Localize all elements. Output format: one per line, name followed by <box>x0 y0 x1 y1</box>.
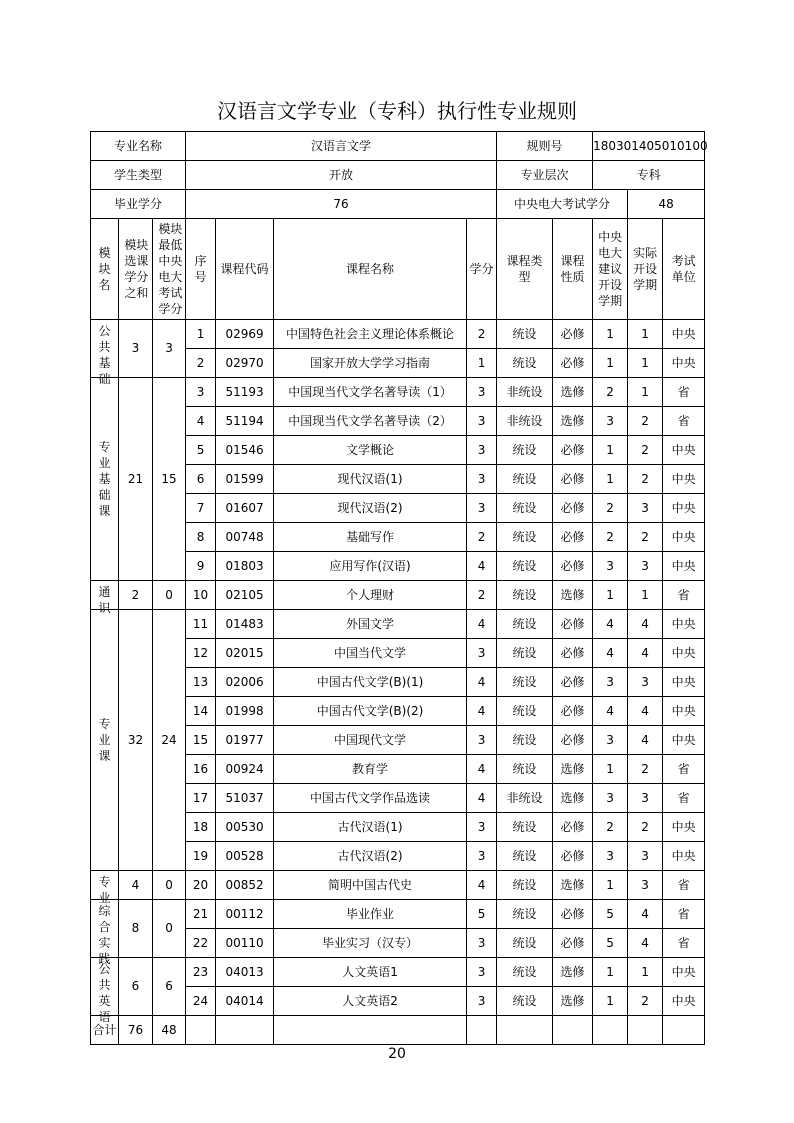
course-name: 简明中国古代史 <box>274 871 467 900</box>
course-type: 统设 <box>497 726 553 755</box>
header-course-name: 课程名称 <box>274 219 467 320</box>
course-at: 2 <box>628 407 663 436</box>
course-row <box>91 958 705 987</box>
course-name: 中国古代文学(B)(1) <box>274 668 467 697</box>
course-at: 4 <box>628 929 663 958</box>
course-unit: 中央 <box>663 987 705 1016</box>
course-credit: 4 <box>467 755 497 784</box>
course-nature: 必修 <box>553 552 593 581</box>
course-ct: 5 <box>593 900 628 929</box>
course-name: 中国特色社会主义理论体系概论 <box>274 320 467 349</box>
course-type: 统设 <box>497 900 553 929</box>
module-name: 通识 <box>91 581 119 610</box>
course-at: 4 <box>628 697 663 726</box>
course-at: 1 <box>628 378 663 407</box>
course-credit: 5 <box>467 900 497 929</box>
course-name: 现代汉语(2) <box>274 494 467 523</box>
course-ct: 1 <box>593 871 628 900</box>
empty-cell <box>216 1016 274 1045</box>
course-code: 00110 <box>216 929 274 958</box>
page-number: 20 <box>388 1046 406 1062</box>
course-nature: 必修 <box>553 349 593 378</box>
course-credit: 4 <box>467 552 497 581</box>
course-nature: 必修 <box>553 668 593 697</box>
course-unit: 中央 <box>663 349 705 378</box>
rule-no: 180301405010100 <box>593 132 705 161</box>
module-name: 公共基础 <box>91 320 119 378</box>
grad-credits: 76 <box>186 190 497 219</box>
course-unit: 省 <box>663 900 705 929</box>
course-seq: 19 <box>186 842 216 871</box>
course-seq: 4 <box>186 407 216 436</box>
course-name: 毕业实习（汉专） <box>274 929 467 958</box>
major-name-label: 专业名称 <box>91 132 186 161</box>
course-name: 古代汉语(1) <box>274 813 467 842</box>
course-type: 非统设 <box>497 784 553 813</box>
course-type: 统设 <box>497 465 553 494</box>
course-ct: 1 <box>593 349 628 378</box>
course-ct: 2 <box>593 523 628 552</box>
course-seq: 22 <box>186 929 216 958</box>
course-at: 4 <box>628 726 663 755</box>
course-seq: 18 <box>186 813 216 842</box>
course-name: 中国现当代文学名著导读（1） <box>274 378 467 407</box>
course-ct: 1 <box>593 320 628 349</box>
course-seq: 16 <box>186 755 216 784</box>
course-credit: 4 <box>467 871 497 900</box>
course-credit: 2 <box>467 523 497 552</box>
course-seq: 24 <box>186 987 216 1016</box>
course-at: 3 <box>628 494 663 523</box>
course-credit: 1 <box>467 349 497 378</box>
course-unit: 省 <box>663 581 705 610</box>
course-name: 中国古代文学作品选读 <box>274 784 467 813</box>
course-code: 00748 <box>216 523 274 552</box>
course-unit: 中央 <box>663 610 705 639</box>
module-min: 0 <box>153 871 186 900</box>
course-nature: 必修 <box>553 436 593 465</box>
course-nature: 选修 <box>553 958 593 987</box>
course-unit: 中央 <box>663 842 705 871</box>
course-seq: 21 <box>186 900 216 929</box>
course-type: 统设 <box>497 929 553 958</box>
header-central-term: 中央电大建议开设学期 <box>593 219 628 320</box>
course-code: 51193 <box>216 378 274 407</box>
course-nature: 必修 <box>553 494 593 523</box>
course-type: 统设 <box>497 813 553 842</box>
course-ct: 3 <box>593 552 628 581</box>
course-credit: 3 <box>467 987 497 1016</box>
course-seq: 1 <box>186 320 216 349</box>
course-nature: 选修 <box>553 378 593 407</box>
course-seq: 5 <box>186 436 216 465</box>
course-code: 01483 <box>216 610 274 639</box>
course-row <box>91 581 705 610</box>
course-name: 个人理财 <box>274 581 467 610</box>
course-nature: 必修 <box>553 523 593 552</box>
course-ct: 5 <box>593 929 628 958</box>
empty-cell <box>628 1016 663 1045</box>
course-at: 3 <box>628 668 663 697</box>
course-nature: 必修 <box>553 610 593 639</box>
total-min: 48 <box>153 1016 186 1045</box>
course-name: 基础写作 <box>274 523 467 552</box>
course-nature: 必修 <box>553 813 593 842</box>
course-name: 国家开放大学学习指南 <box>274 349 467 378</box>
course-at: 2 <box>628 465 663 494</box>
course-name: 古代汉语(2) <box>274 842 467 871</box>
course-ct: 1 <box>593 987 628 1016</box>
course-code: 00528 <box>216 842 274 871</box>
header-exam-unit: 考试单位 <box>663 219 705 320</box>
course-name: 人文英语1 <box>274 958 467 987</box>
course-credit: 4 <box>467 610 497 639</box>
course-credit: 3 <box>467 842 497 871</box>
course-type: 统设 <box>497 958 553 987</box>
course-nature: 必修 <box>553 465 593 494</box>
course-unit: 中央 <box>663 697 705 726</box>
header-nature: 课程性质 <box>553 219 593 320</box>
course-code: 01803 <box>216 552 274 581</box>
course-code: 01998 <box>216 697 274 726</box>
rule-table <box>90 131 708 1045</box>
course-seq: 7 <box>186 494 216 523</box>
course-seq: 11 <box>186 610 216 639</box>
course-ct: 3 <box>593 407 628 436</box>
course-row <box>91 871 705 900</box>
course-unit: 省 <box>663 929 705 958</box>
course-unit: 中央 <box>663 494 705 523</box>
course-at: 4 <box>628 639 663 668</box>
course-ct: 4 <box>593 639 628 668</box>
course-seq: 13 <box>186 668 216 697</box>
course-type: 统设 <box>497 842 553 871</box>
major-name: 汉语言文学 <box>186 132 497 161</box>
course-code: 04014 <box>216 987 274 1016</box>
empty-cell <box>186 1016 216 1045</box>
course-row <box>91 378 705 407</box>
rule-no-label: 规则号 <box>497 132 593 161</box>
empty-cell <box>274 1016 467 1045</box>
student-type-label: 学生类型 <box>91 161 186 190</box>
course-credit: 3 <box>467 639 497 668</box>
module-name: 专业基础课 <box>91 378 119 581</box>
course-nature: 选修 <box>553 784 593 813</box>
module-name: 专业课 <box>91 610 119 871</box>
module-min: 15 <box>153 378 186 581</box>
course-type: 统设 <box>497 349 553 378</box>
course-credit: 2 <box>467 581 497 610</box>
course-ct: 2 <box>593 378 628 407</box>
course-ct: 1 <box>593 581 628 610</box>
course-credit: 3 <box>467 436 497 465</box>
module-name: 专业 <box>91 871 119 900</box>
course-name: 文学概论 <box>274 436 467 465</box>
course-credit: 3 <box>467 407 497 436</box>
course-name: 现代汉语(1) <box>274 465 467 494</box>
course-ct: 4 <box>593 697 628 726</box>
course-unit: 中央 <box>663 668 705 697</box>
course-credit: 3 <box>467 813 497 842</box>
course-credit: 3 <box>467 494 497 523</box>
course-at: 3 <box>628 784 663 813</box>
course-ct: 3 <box>593 726 628 755</box>
module-min: 0 <box>153 581 186 610</box>
course-type: 统设 <box>497 697 553 726</box>
course-at: 1 <box>628 581 663 610</box>
course-code: 02970 <box>216 349 274 378</box>
course-credit: 3 <box>467 929 497 958</box>
course-unit: 中央 <box>663 958 705 987</box>
central-credits-label: 中央电大考试学分 <box>497 190 628 219</box>
course-unit: 中央 <box>663 465 705 494</box>
course-at: 1 <box>628 958 663 987</box>
course-type: 统设 <box>497 871 553 900</box>
course-at: 2 <box>628 755 663 784</box>
course-credit: 3 <box>467 378 497 407</box>
course-at: 2 <box>628 813 663 842</box>
module-min: 3 <box>153 320 186 378</box>
course-at: 3 <box>628 871 663 900</box>
module-sum: 21 <box>119 378 153 581</box>
module-name: 公共英语 <box>91 958 119 1016</box>
course-credit: 4 <box>467 697 497 726</box>
module-sum: 2 <box>119 581 153 610</box>
course-nature: 必修 <box>553 929 593 958</box>
header-code: 课程代码 <box>216 219 274 320</box>
grad-credits-label: 毕业学分 <box>91 190 186 219</box>
central-credits: 48 <box>628 190 705 219</box>
course-credit: 2 <box>467 320 497 349</box>
course-seq: 23 <box>186 958 216 987</box>
header-seq: 序号 <box>186 219 216 320</box>
total-row <box>91 1016 705 1045</box>
course-ct: 3 <box>593 668 628 697</box>
empty-cell <box>593 1016 628 1045</box>
course-unit: 省 <box>663 871 705 900</box>
course-ct: 1 <box>593 958 628 987</box>
course-at: 4 <box>628 610 663 639</box>
course-type: 统设 <box>497 581 553 610</box>
course-unit: 中央 <box>663 320 705 349</box>
header-actual-term: 实际开设学期 <box>628 219 663 320</box>
empty-cell <box>663 1016 705 1045</box>
empty-cell <box>553 1016 593 1045</box>
course-unit: 中央 <box>663 552 705 581</box>
course-code: 01977 <box>216 726 274 755</box>
course-type: 统设 <box>497 494 553 523</box>
course-nature: 选修 <box>553 871 593 900</box>
course-seq: 2 <box>186 349 216 378</box>
course-code: 51037 <box>216 784 274 813</box>
course-type: 统设 <box>497 755 553 784</box>
course-unit: 省 <box>663 784 705 813</box>
course-code: 51194 <box>216 407 274 436</box>
course-ct: 3 <box>593 784 628 813</box>
empty-cell <box>467 1016 497 1045</box>
course-seq: 15 <box>186 726 216 755</box>
empty-cell <box>497 1016 553 1045</box>
course-ct: 1 <box>593 755 628 784</box>
course-seq: 17 <box>186 784 216 813</box>
course-unit: 中央 <box>663 523 705 552</box>
course-code: 00924 <box>216 755 274 784</box>
course-seq: 20 <box>186 871 216 900</box>
module-sum: 3 <box>119 320 153 378</box>
course-at: 1 <box>628 349 663 378</box>
module-sum: 8 <box>119 900 153 958</box>
module-sum: 32 <box>119 610 153 871</box>
course-nature: 选修 <box>553 755 593 784</box>
course-name: 外国文学 <box>274 610 467 639</box>
course-ct: 4 <box>593 610 628 639</box>
course-nature: 必修 <box>553 900 593 929</box>
course-seq: 10 <box>186 581 216 610</box>
course-credit: 3 <box>467 465 497 494</box>
course-nature: 必修 <box>553 842 593 871</box>
course-unit: 省 <box>663 407 705 436</box>
course-ct: 2 <box>593 813 628 842</box>
course-name: 毕业作业 <box>274 900 467 929</box>
course-credit: 4 <box>467 668 497 697</box>
course-nature: 必修 <box>553 697 593 726</box>
course-type: 统设 <box>497 552 553 581</box>
course-seq: 12 <box>186 639 216 668</box>
course-name: 中国现代文学 <box>274 726 467 755</box>
course-ct: 3 <box>593 842 628 871</box>
course-name: 人文英语2 <box>274 987 467 1016</box>
module-sum: 4 <box>119 871 153 900</box>
course-at: 3 <box>628 842 663 871</box>
module-min: 6 <box>153 958 186 1016</box>
course-ct: 1 <box>593 436 628 465</box>
course-type: 统设 <box>497 610 553 639</box>
course-name: 中国现当代文学名著导读（2） <box>274 407 467 436</box>
course-row <box>91 320 705 349</box>
course-seq: 9 <box>186 552 216 581</box>
course-code: 02006 <box>216 668 274 697</box>
course-code: 00852 <box>216 871 274 900</box>
course-code: 01546 <box>216 436 274 465</box>
total-label: 合计 <box>91 1016 119 1045</box>
page-title: 汉语言文学专业（专科）执行性专业规则 <box>217 99 577 123</box>
course-type: 统设 <box>497 668 553 697</box>
course-type: 非统设 <box>497 407 553 436</box>
module-sum: 6 <box>119 958 153 1016</box>
header-course-type: 课程类型 <box>497 219 553 320</box>
level: 专科 <box>593 161 705 190</box>
course-nature: 必修 <box>553 320 593 349</box>
course-nature: 选修 <box>553 987 593 1016</box>
course-seq: 14 <box>186 697 216 726</box>
course-seq: 3 <box>186 378 216 407</box>
course-code: 02015 <box>216 639 274 668</box>
course-at: 2 <box>628 436 663 465</box>
course-code: 01599 <box>216 465 274 494</box>
course-unit: 中央 <box>663 726 705 755</box>
course-name: 教育学 <box>274 755 467 784</box>
course-nature: 必修 <box>553 639 593 668</box>
course-seq: 8 <box>186 523 216 552</box>
header-module-sum: 模块选课学分之和 <box>119 219 153 320</box>
course-seq: 6 <box>186 465 216 494</box>
course-unit: 省 <box>663 378 705 407</box>
course-nature: 选修 <box>553 407 593 436</box>
header-module: 模块名 <box>91 219 119 320</box>
module-name: 综合实践 <box>91 900 119 958</box>
course-row <box>91 900 705 929</box>
course-at: 2 <box>628 523 663 552</box>
course-row <box>91 610 705 639</box>
module-min: 24 <box>153 610 186 871</box>
course-code: 02969 <box>216 320 274 349</box>
course-type: 非统设 <box>497 378 553 407</box>
student-type: 开放 <box>186 161 497 190</box>
course-at: 2 <box>628 987 663 1016</box>
course-unit: 中央 <box>663 436 705 465</box>
course-at: 3 <box>628 552 663 581</box>
course-type: 统设 <box>497 320 553 349</box>
course-type: 统设 <box>497 523 553 552</box>
course-code: 00112 <box>216 900 274 929</box>
module-min: 0 <box>153 900 186 958</box>
course-unit: 中央 <box>663 639 705 668</box>
course-at: 4 <box>628 900 663 929</box>
course-code: 00530 <box>216 813 274 842</box>
course-type: 统设 <box>497 987 553 1016</box>
course-credit: 3 <box>467 726 497 755</box>
course-name: 中国当代文学 <box>274 639 467 668</box>
header-module-min: 模块最低中央电大考试学分 <box>153 219 186 320</box>
course-ct: 1 <box>593 465 628 494</box>
course-at: 1 <box>628 320 663 349</box>
course-unit: 省 <box>663 755 705 784</box>
course-name: 中国古代文学(B)(2) <box>274 697 467 726</box>
course-nature: 必修 <box>553 726 593 755</box>
course-code: 01607 <box>216 494 274 523</box>
course-credit: 3 <box>467 958 497 987</box>
course-credit: 4 <box>467 784 497 813</box>
course-unit: 中央 <box>663 813 705 842</box>
level-label: 专业层次 <box>497 161 593 190</box>
course-ct: 2 <box>593 494 628 523</box>
course-code: 04013 <box>216 958 274 987</box>
total-sum: 76 <box>119 1016 153 1045</box>
header-credit: 学分 <box>467 219 497 320</box>
course-type: 统设 <box>497 436 553 465</box>
course-name: 应用写作(汉语) <box>274 552 467 581</box>
course-nature: 选修 <box>553 581 593 610</box>
course-type: 统设 <box>497 639 553 668</box>
course-code: 02105 <box>216 581 274 610</box>
